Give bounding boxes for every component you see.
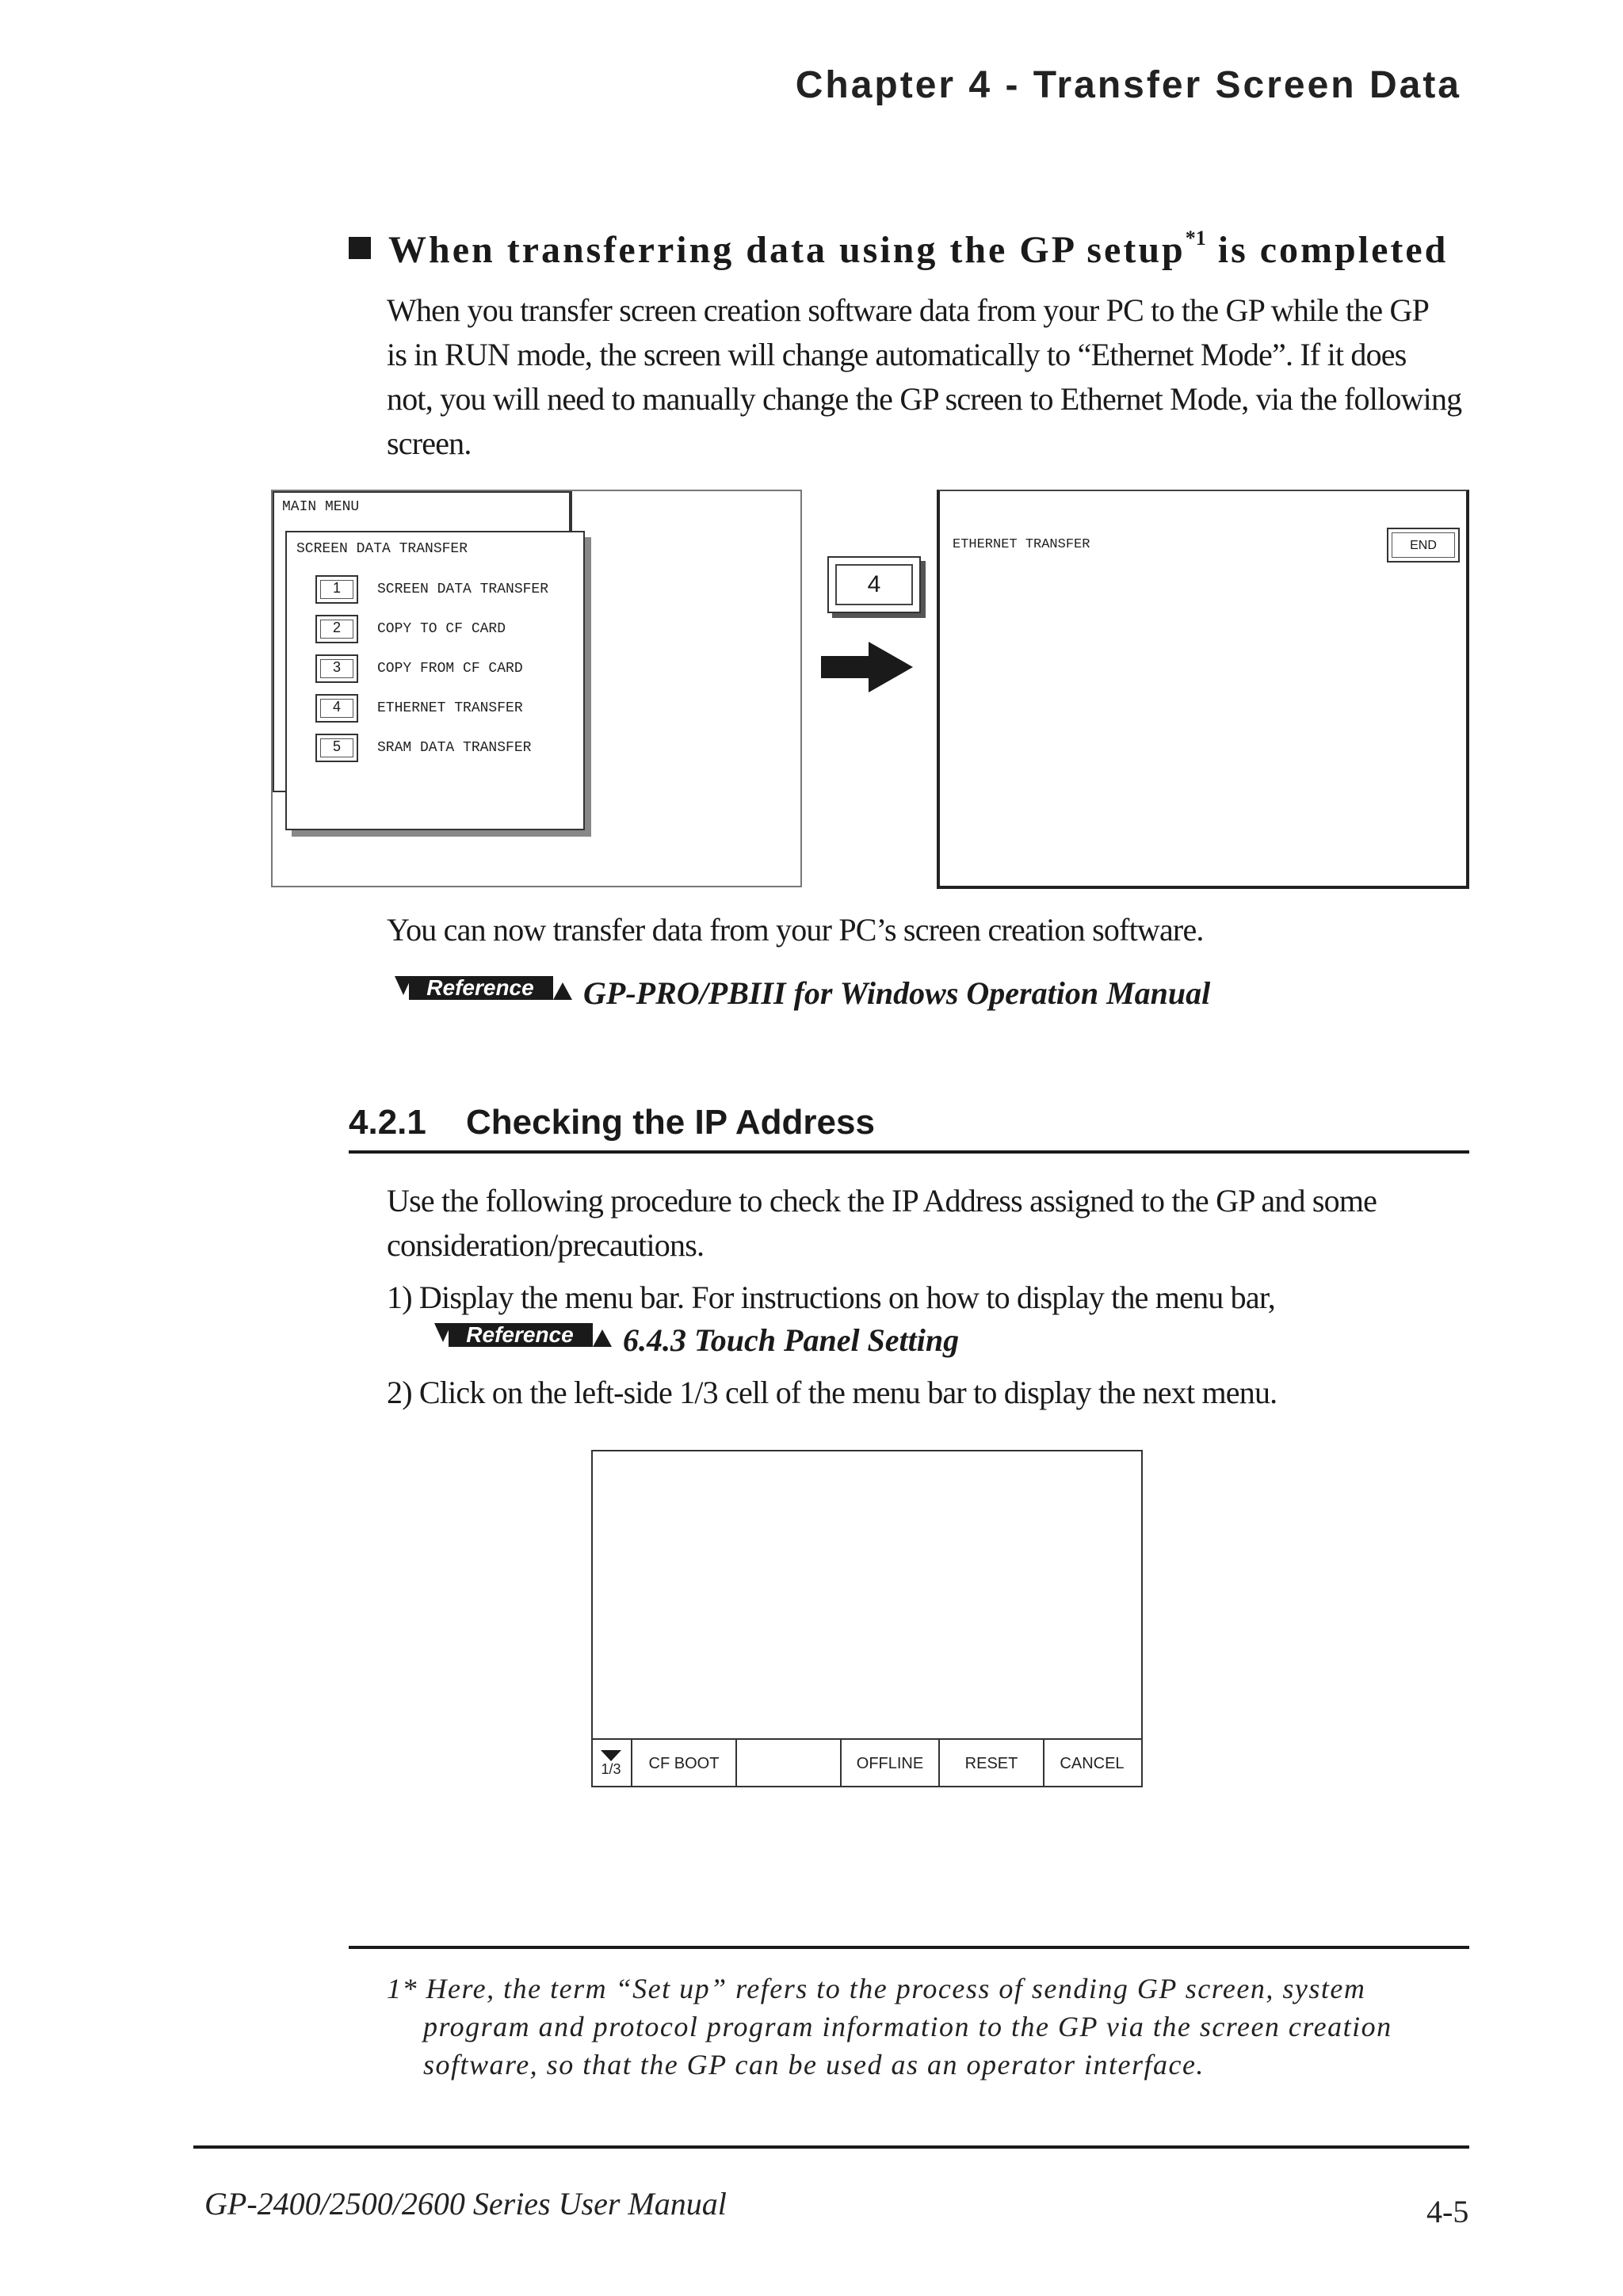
section-heading <box>349 227 1448 272</box>
menu-item-sram-transfer[interactable] <box>315 734 632 764</box>
end-button-label: END <box>1392 532 1455 558</box>
reference-badge-label: Reference <box>466 1322 574 1347</box>
intro-line: consideration/precautions. <box>387 1227 705 1263</box>
bullet-square-icon <box>349 237 371 259</box>
subsection-heading <box>349 1103 875 1142</box>
section-heading-tail: is completed <box>1205 229 1449 271</box>
ip-procedure <box>387 1179 1472 1415</box>
section-heading-text: When transferring data using the GP setup <box>388 229 1186 271</box>
triangle-down-icon <box>601 1750 621 1761</box>
reference-badge-label: Reference <box>426 975 534 1000</box>
key-4-label: 4 <box>835 564 913 605</box>
menu-item-copy-to-cf[interactable] <box>315 615 632 645</box>
footnote-line: program and protocol program information to the GP via the screen creation <box>423 2011 1392 2042</box>
transfer-ready-text: You can now transfer data from your PC’s screen creation software. <box>387 912 1204 948</box>
reference-badge-icon <box>434 1322 612 1353</box>
key-4-pressed <box>827 556 921 613</box>
main-menu-title: MAIN MENU <box>282 499 360 515</box>
menu-bar <box>591 1738 1143 1787</box>
menu-key-number: 2 <box>332 620 341 635</box>
step-2: 2) Click on the left-side 1/3 cell of the menu bar to display the next menu. <box>387 1375 1277 1410</box>
menu-item-label: SCREEN DATA TRANSFER <box>377 582 549 597</box>
reset-button[interactable]: RESET <box>940 1740 1044 1787</box>
paragraph-line: screen. <box>387 425 472 461</box>
page-indicator: 1/3 <box>601 1760 621 1777</box>
footnote-line: software, so that the GP can be used as an operator interface. <box>423 2049 1205 2081</box>
touch-panel-reference-link[interactable]: 6.4.3 Touch Panel Setting <box>623 1322 960 1358</box>
menu-item-label: SRAM DATA TRANSFER <box>377 740 532 756</box>
manual-title: GP-2400/2500/2600 Series User Manual <box>204 2186 727 2222</box>
subsection-rule <box>349 1150 1469 1154</box>
chapter-title: Chapter 4 - Transfer Screen Data <box>795 64 1461 106</box>
footnote <box>387 1970 1441 2084</box>
footnote-line: 1* Here, the term “Set up” refers to the process of sending GP screen, system <box>387 1973 1366 2004</box>
intro-paragraph <box>387 288 1472 466</box>
menu-item-screen-data-transfer[interactable] <box>315 575 632 605</box>
reference-link[interactable]: GP-PRO/PBIII for Windows Operation Manual <box>583 975 1211 1011</box>
step-1: 1) Display the menu bar. For instructions on how to display the menu bar, <box>387 1280 1275 1315</box>
footnote-marker: *1 <box>1185 227 1206 250</box>
menu-item-label: COPY TO CF CARD <box>377 621 506 637</box>
reference-badge-icon <box>395 974 572 1006</box>
footnote-rule <box>349 1946 1469 1949</box>
gp-menubar-screen <box>591 1450 1143 1787</box>
subsection-number: 4.2.1 <box>349 1103 426 1142</box>
page-toggle-cell[interactable] <box>591 1740 632 1787</box>
cf-boot-button[interactable]: CF BOOT <box>632 1740 737 1787</box>
submenu-title: SCREEN DATA TRANSFER <box>296 541 468 557</box>
footer-rule <box>193 2145 1469 2149</box>
menu-item-copy-from-cf[interactable] <box>315 654 632 685</box>
menu-item-label: COPY FROM CF CARD <box>377 661 523 677</box>
subsection-title: Checking the IP Address <box>466 1103 875 1142</box>
page-number: 4-5 <box>1426 2194 1469 2229</box>
offline-button[interactable]: OFFLINE <box>842 1740 940 1787</box>
menu-key-number: 1 <box>332 580 341 596</box>
right-arrow-icon <box>818 640 916 694</box>
ethernet-transfer-title: ETHERNET TRANSFER <box>953 537 1090 552</box>
menu-item-ethernet-transfer[interactable] <box>315 694 632 724</box>
paragraph-line: not, you will need to manually change the GP screen to Ethernet Mode, via the following <box>387 381 1462 417</box>
intro-line: Use the following procedure to check the IP Address assigned to the GP and some <box>387 1183 1377 1219</box>
cancel-button[interactable]: CANCEL <box>1060 1754 1125 1772</box>
menu-key-number: 3 <box>332 659 341 675</box>
end-button[interactable] <box>1387 528 1460 563</box>
blank-menu-cell[interactable] <box>737 1740 842 1787</box>
menu-key-number: 5 <box>332 738 341 754</box>
menu-key-number: 4 <box>332 699 341 715</box>
paragraph-line: When you transfer screen creation software data from your PC to the GP while the GP <box>387 292 1430 328</box>
paragraph-line: is in RUN mode, the screen will change automatically to “Ethernet Mode”. If it does <box>387 337 1407 372</box>
menu-item-label: ETHERNET TRANSFER <box>377 700 523 716</box>
